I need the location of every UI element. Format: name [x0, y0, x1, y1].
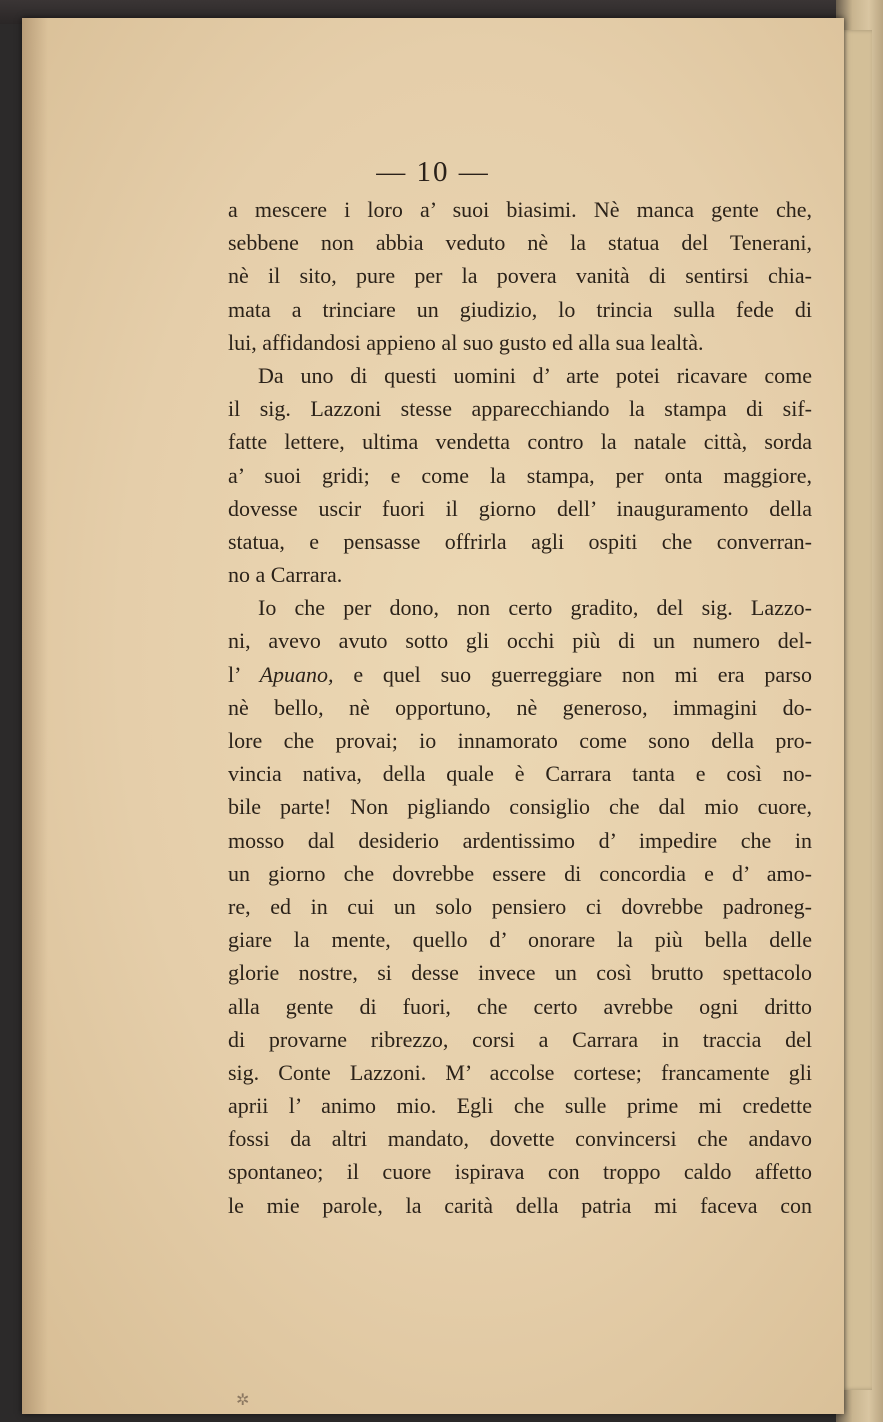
- page-number: — 10 —: [376, 156, 490, 188]
- text-line: lore che provai; io innamorato come sono della pro-: [228, 728, 812, 753]
- text-line: di provarne ribrezzo, corsi a Carrara in traccia del: [228, 1026, 812, 1052]
- body-text: [228, 193, 812, 1222]
- text-line: re, ed in cui un solo pensiero ci dovrebbe padroneg-: [228, 893, 812, 919]
- text-line: nè bello, nè opportuno, nè generoso, immagini do-: [228, 694, 812, 720]
- text-line: a mescere i loro a’ suoi biasimi. Nè manca gente che,: [228, 197, 812, 222]
- text-line: mosso dal desiderio ardentissimo d’ impedire che in: [228, 827, 812, 853]
- text-line: Io che per dono, non certo gradito, del sig. Lazzo-: [258, 595, 812, 621]
- text-line: lui, affidandosi appieno al suo gusto ed alla sua lealtà.: [228, 329, 704, 355]
- text-line: spontaneo; il cuore ispirava con troppo caldo affetto: [228, 1159, 812, 1185]
- text-line: sebbene non abbia veduto nè la statua del Tenerani,: [228, 230, 812, 256]
- text-line: Da uno di questi uomini d’ arte potei ricavare come: [258, 362, 812, 388]
- text-line: glorie nostre, si desse invece un così brutto spettacolo: [228, 960, 812, 986]
- text-line: il sig. Lazzoni stesse apparecchiando la stampa di sif-: [228, 396, 812, 422]
- text-line: alla gente di fuori, che certo avrebbe ogni dritto: [228, 993, 812, 1019]
- text-fragment: l’: [228, 661, 260, 687]
- page-gutter-shadow: [22, 18, 48, 1414]
- text-line: aprii l’ animo mio. Egli che sulle prime mi credette: [228, 1093, 812, 1119]
- text-line: un giorno che dovrebbe essere di concordia e d’ amo-: [228, 860, 812, 886]
- ink-smudge: ✲: [236, 1392, 250, 1409]
- text-line: le mie parole, la carità della patria mi faceva con: [228, 1192, 812, 1218]
- text-line: a’ suoi gridi; e come la stampa, per onta maggiore,: [228, 462, 812, 488]
- book-page: [22, 18, 844, 1414]
- text-line: sig. Conte Lazzoni. M’ accolse cortese; francamente gli: [228, 1059, 812, 1085]
- text-line: bile parte! Non pigliando consiglio che dal mio cuore,: [228, 794, 812, 820]
- italic-title: Apuano,: [259, 661, 334, 687]
- adjacent-page-strip: [842, 30, 872, 1390]
- text-line: vincia nativa, della quale è Carrara tanta e così no-: [228, 761, 812, 787]
- text-line: nè il sito, pure per la povera vanità di sentirsi chia-: [228, 263, 812, 289]
- text-line: fossi da altri mandato, dovette convincersi che andavo: [228, 1126, 812, 1152]
- text-line: giare la mente, quello d’ onorare la più bella delle: [228, 927, 812, 953]
- text-line: [228, 658, 812, 691]
- text-line: statua, e pensasse offrirla agli ospiti che converran-: [228, 528, 812, 554]
- text-line: fatte lettere, ultima vendetta contro la natale città, sorda: [228, 429, 812, 455]
- text-fragment: e quel suo guerreggiare non mi era parso: [333, 661, 812, 687]
- text-line: ni, avevo avuto sotto gli occhi più di un numero del-: [228, 628, 812, 654]
- text-line: dovesse uscir fuori il giorno dell’ inauguramento della: [228, 495, 812, 521]
- text-line: mata a trinciare un giudizio, lo trincia sulla fede di: [228, 296, 812, 322]
- text-line: no a Carrara.: [228, 562, 343, 588]
